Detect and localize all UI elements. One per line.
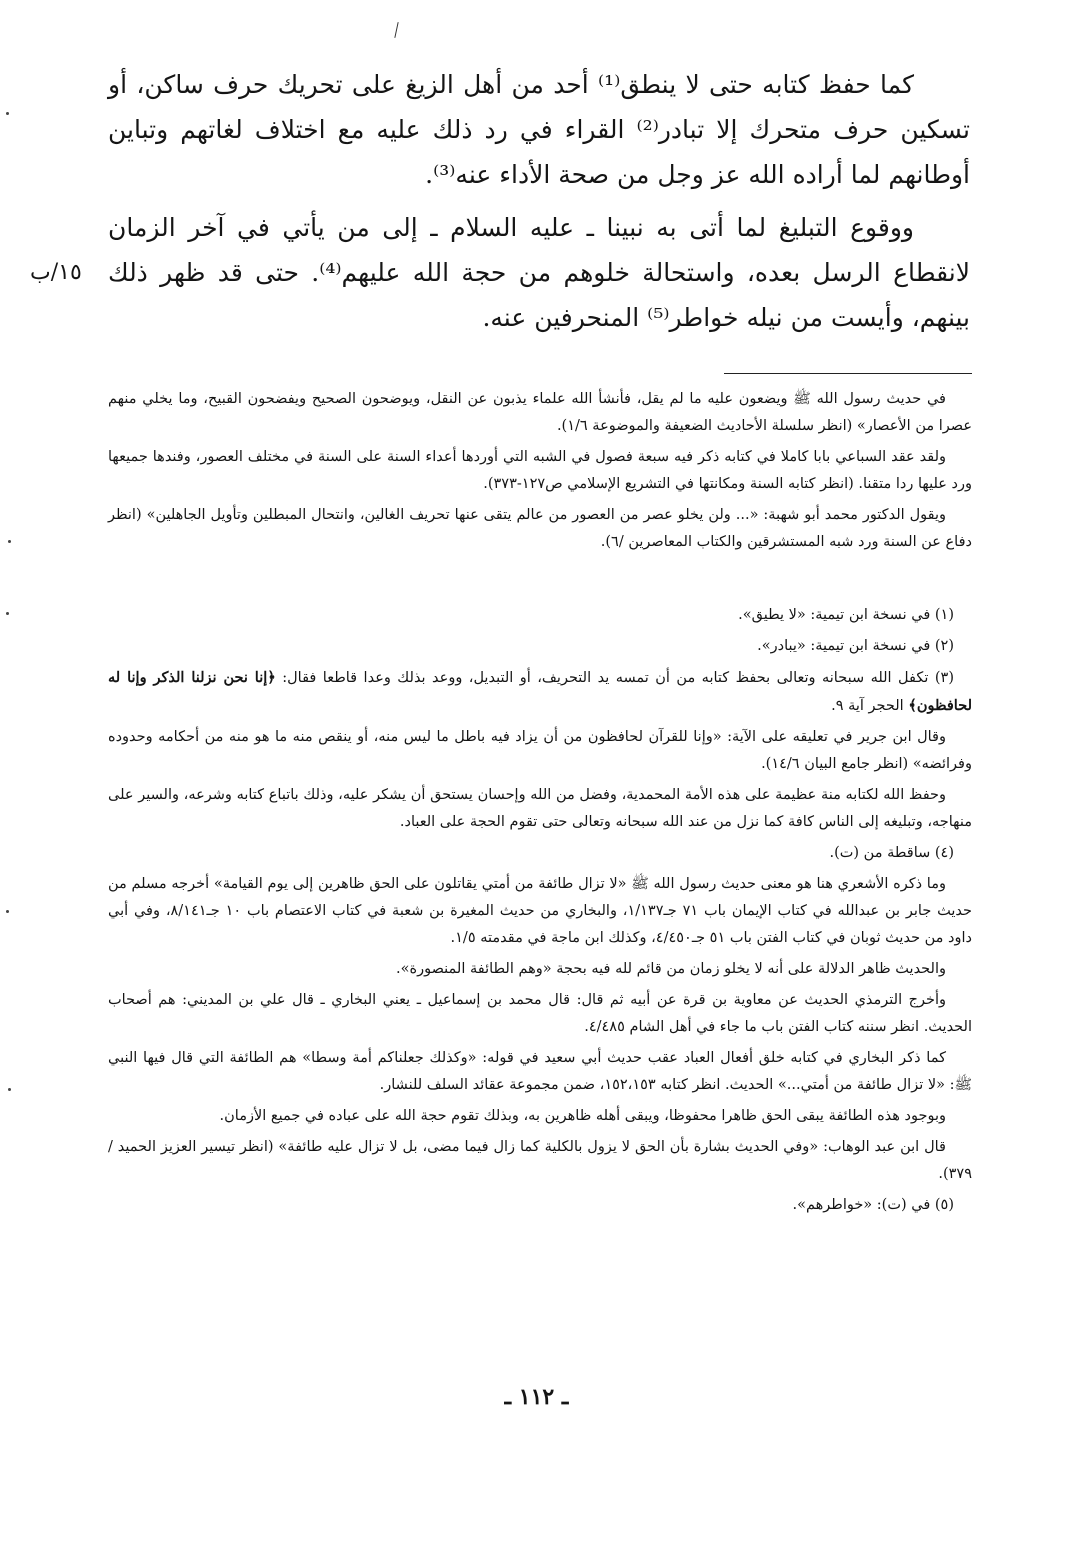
scan-speck xyxy=(6,612,9,615)
continued-footnotes xyxy=(108,386,972,560)
footnote-3-lead: (٣) تكفل الله سبحانه وتعالى بحفظ كتابه من أن تمسه يد التحريف، أو التبديل، ووعد بذلك وعدا قاطعا فقال: xyxy=(275,670,954,686)
footnote-4-paragraph-5: كما ذكر البخاري في كتابه خلق أفعال العباد عقب حديث أبي سعيد في قوله: «وكذلك جعلناكم أمة وسطا» هم الطائفة التي قال فيها النبي ﷺ: «لا تزال طائفة من أمتي...» الحديث. انظر كتابه ١٥٢،١٥٣، ضمن مجموعة عقائد السلف للنشار. xyxy=(108,1050,972,1093)
footnote-2: (٢) في نسخة ابن تيمية: «يبادر». xyxy=(757,638,954,654)
main-paragraph-2: ووقوع التبليغ لما أتى به نبينا ـ عليه السلام ـ إلى من يأتي في آخر الزمان لانقطاع الرسل بعده، واستحالة خلوهم من حجة الله عليهم⁽⁴⁾. حتى قد ظهر ذلك بينهم، وأيست من نيله خواطر⁽⁵⁾ المنحرفين عنه. xyxy=(108,213,970,332)
footnote-4-paragraph-6: وبوجود هذه الطائفة يبقى الحق ظاهرا محفوظا، ويبقى أهله ظاهرين به، وبذلك تقوم حجة الله على عباده في جميع الأزمان. xyxy=(219,1108,946,1124)
footnotes xyxy=(108,602,972,1223)
footnote-4-paragraph-3: والحديث ظاهر الدلالة على أنه لا يخلو زمان من قائم لله فيه بحجة «وهم الطائفة المنصورة». xyxy=(396,961,946,977)
continued-footnote-1: في حديث رسول الله ﷺ ويضعون عليه ما لم يقل، فأنشأ الله علماء يذبون عن النقل، ويوضحون الصحيح ويفضحون القبيح، وما يخلي منهم عصرا من الأعصار» (انظر سلسلة الأحاديث الضعيفة والموضوعة ١/٦). xyxy=(108,391,972,434)
main-paragraph-1: كما حفظ كتابه حتى لا ينطق⁽¹⁾ أحد من أهل الزيغ على تحريك حرف ساكن، أو تسكين حرف متحرك إلا تبادر⁽²⁾ القراء في رد ذلك عليه مع اختلاف لغاتهم وتباين أوطانهم لما أراده الله عز وجل من صحة الأداء عنه⁽³⁾. xyxy=(108,70,971,189)
page-number: ـ ١١٢ ـ xyxy=(504,1384,569,1410)
scan-speck xyxy=(6,112,9,115)
scan-speck xyxy=(6,910,9,913)
footnote-1: (١) في نسخة ابن تيمية: «لا يطيق». xyxy=(738,607,954,623)
footnote-separator xyxy=(724,373,972,374)
scan-mark xyxy=(394,22,398,38)
scan-speck xyxy=(8,1088,11,1091)
continued-footnote-3: ويقول الدكتور محمد أبو شهبة: «... ولن يخلو عصر من العصور من عالم يتقى عنها تحريف الغالين، وانتحال المبطلين وتأويل الجاهلين» (انظر دفاع عن السنة ورد شبه المستشرقين والكتاب المعاصرين /٦). xyxy=(108,507,972,550)
footnote-4-paragraph-7: قال ابن عبد الوهاب: «وفي الحديث بشارة بأن الحق لا يزول بالكلية كما زال فيما مضى، بل لا تزال عليه طائفة» (انظر تيسير العزيز الحميد /٣٧٩). xyxy=(108,1139,972,1182)
quran-verse: ﴿إنا نحن نزلنا الذكر وإنا له لحافظون﴾ xyxy=(108,669,972,714)
folio-margin-note: ١٥/ب xyxy=(30,260,82,285)
main-text xyxy=(108,62,970,340)
continued-footnote-2: ولقد عقد السباعي بابا كاملا في كتابه ذكر فيه سبعة فصول في الشبه التي أوردها أعداء السنة على السنة في مختلف العصور، وفندها جميعها ورد عليها ردا متقنا. (انظر كتابه السنة ومكانتها في التشريع الإسلامي ص١٢٧-٣٧٣). xyxy=(108,449,972,492)
footnote-4-paragraph-2: وما ذكره الأشعري هنا هو معنى حديث رسول الله ﷺ «لا تزال طائفة من أمتي يقاتلون على الحق ظاهرين إلى يوم القيامة» أخرجه مسلم من حديث جابر بن عبدالله في كتاب الإيمان باب ٧١ جـ١/١٣٧، والبخاري من حديث المغيرة بن شعبة في كتاب الاعتصام باب ١٠ جـ٨/١٤١، وفي أبي داود من حديث ثوبان في كتاب الفتن باب ٥١ جـ٤/٤٥٠، وكذلك ابن ماجة في مقدمته ١/٥. xyxy=(108,876,972,946)
footnote-4: (٤) ساقطة من (ت). xyxy=(829,845,954,861)
footnote-4-paragraph-4: وأخرج الترمذي الحديث عن معاوية بن قرة عن أبيه ثم قال: قال محمد بن إسماعيل ـ يعني البخاري ـ قال علي بن المديني: هم أصحاب الحديث. انظر سننه كتاب الفتن باب ما جاء في أهل الشام ٤/٤٨٥. xyxy=(108,992,972,1035)
footnote-3-paragraph-3: وحفظ الله لكتابه منة عظيمة على هذه الأمة المحمدية، وفضل من الله وإحسان يستحق أن يشكر عليه، وذلك باتباع كتابه وشرعه، والسير على منهاجه، وتبليغه إلى الناس كافة كما نزل من عند الله سبحانه وتعالى حتى تقوم الحجة على العباد. xyxy=(108,787,972,830)
scan-speck xyxy=(8,540,11,543)
footnote-3 xyxy=(108,664,972,720)
footnote-3-paragraph-2: وقال ابن جرير في تعليقه على الآية: «وإنا للقرآن لحافظون من أن يزاد فيه باطل ما ليس منه، أو ينقص منه ما هو منه من أحكامه وحدوده وفرائضه» (انظر جامع البيان ١٤/٦). xyxy=(108,729,972,772)
footnote-5: (٥) في (ت): «خواطرهم». xyxy=(792,1197,954,1213)
footnote-3-tail: الحجر آية ٩. xyxy=(831,698,909,714)
